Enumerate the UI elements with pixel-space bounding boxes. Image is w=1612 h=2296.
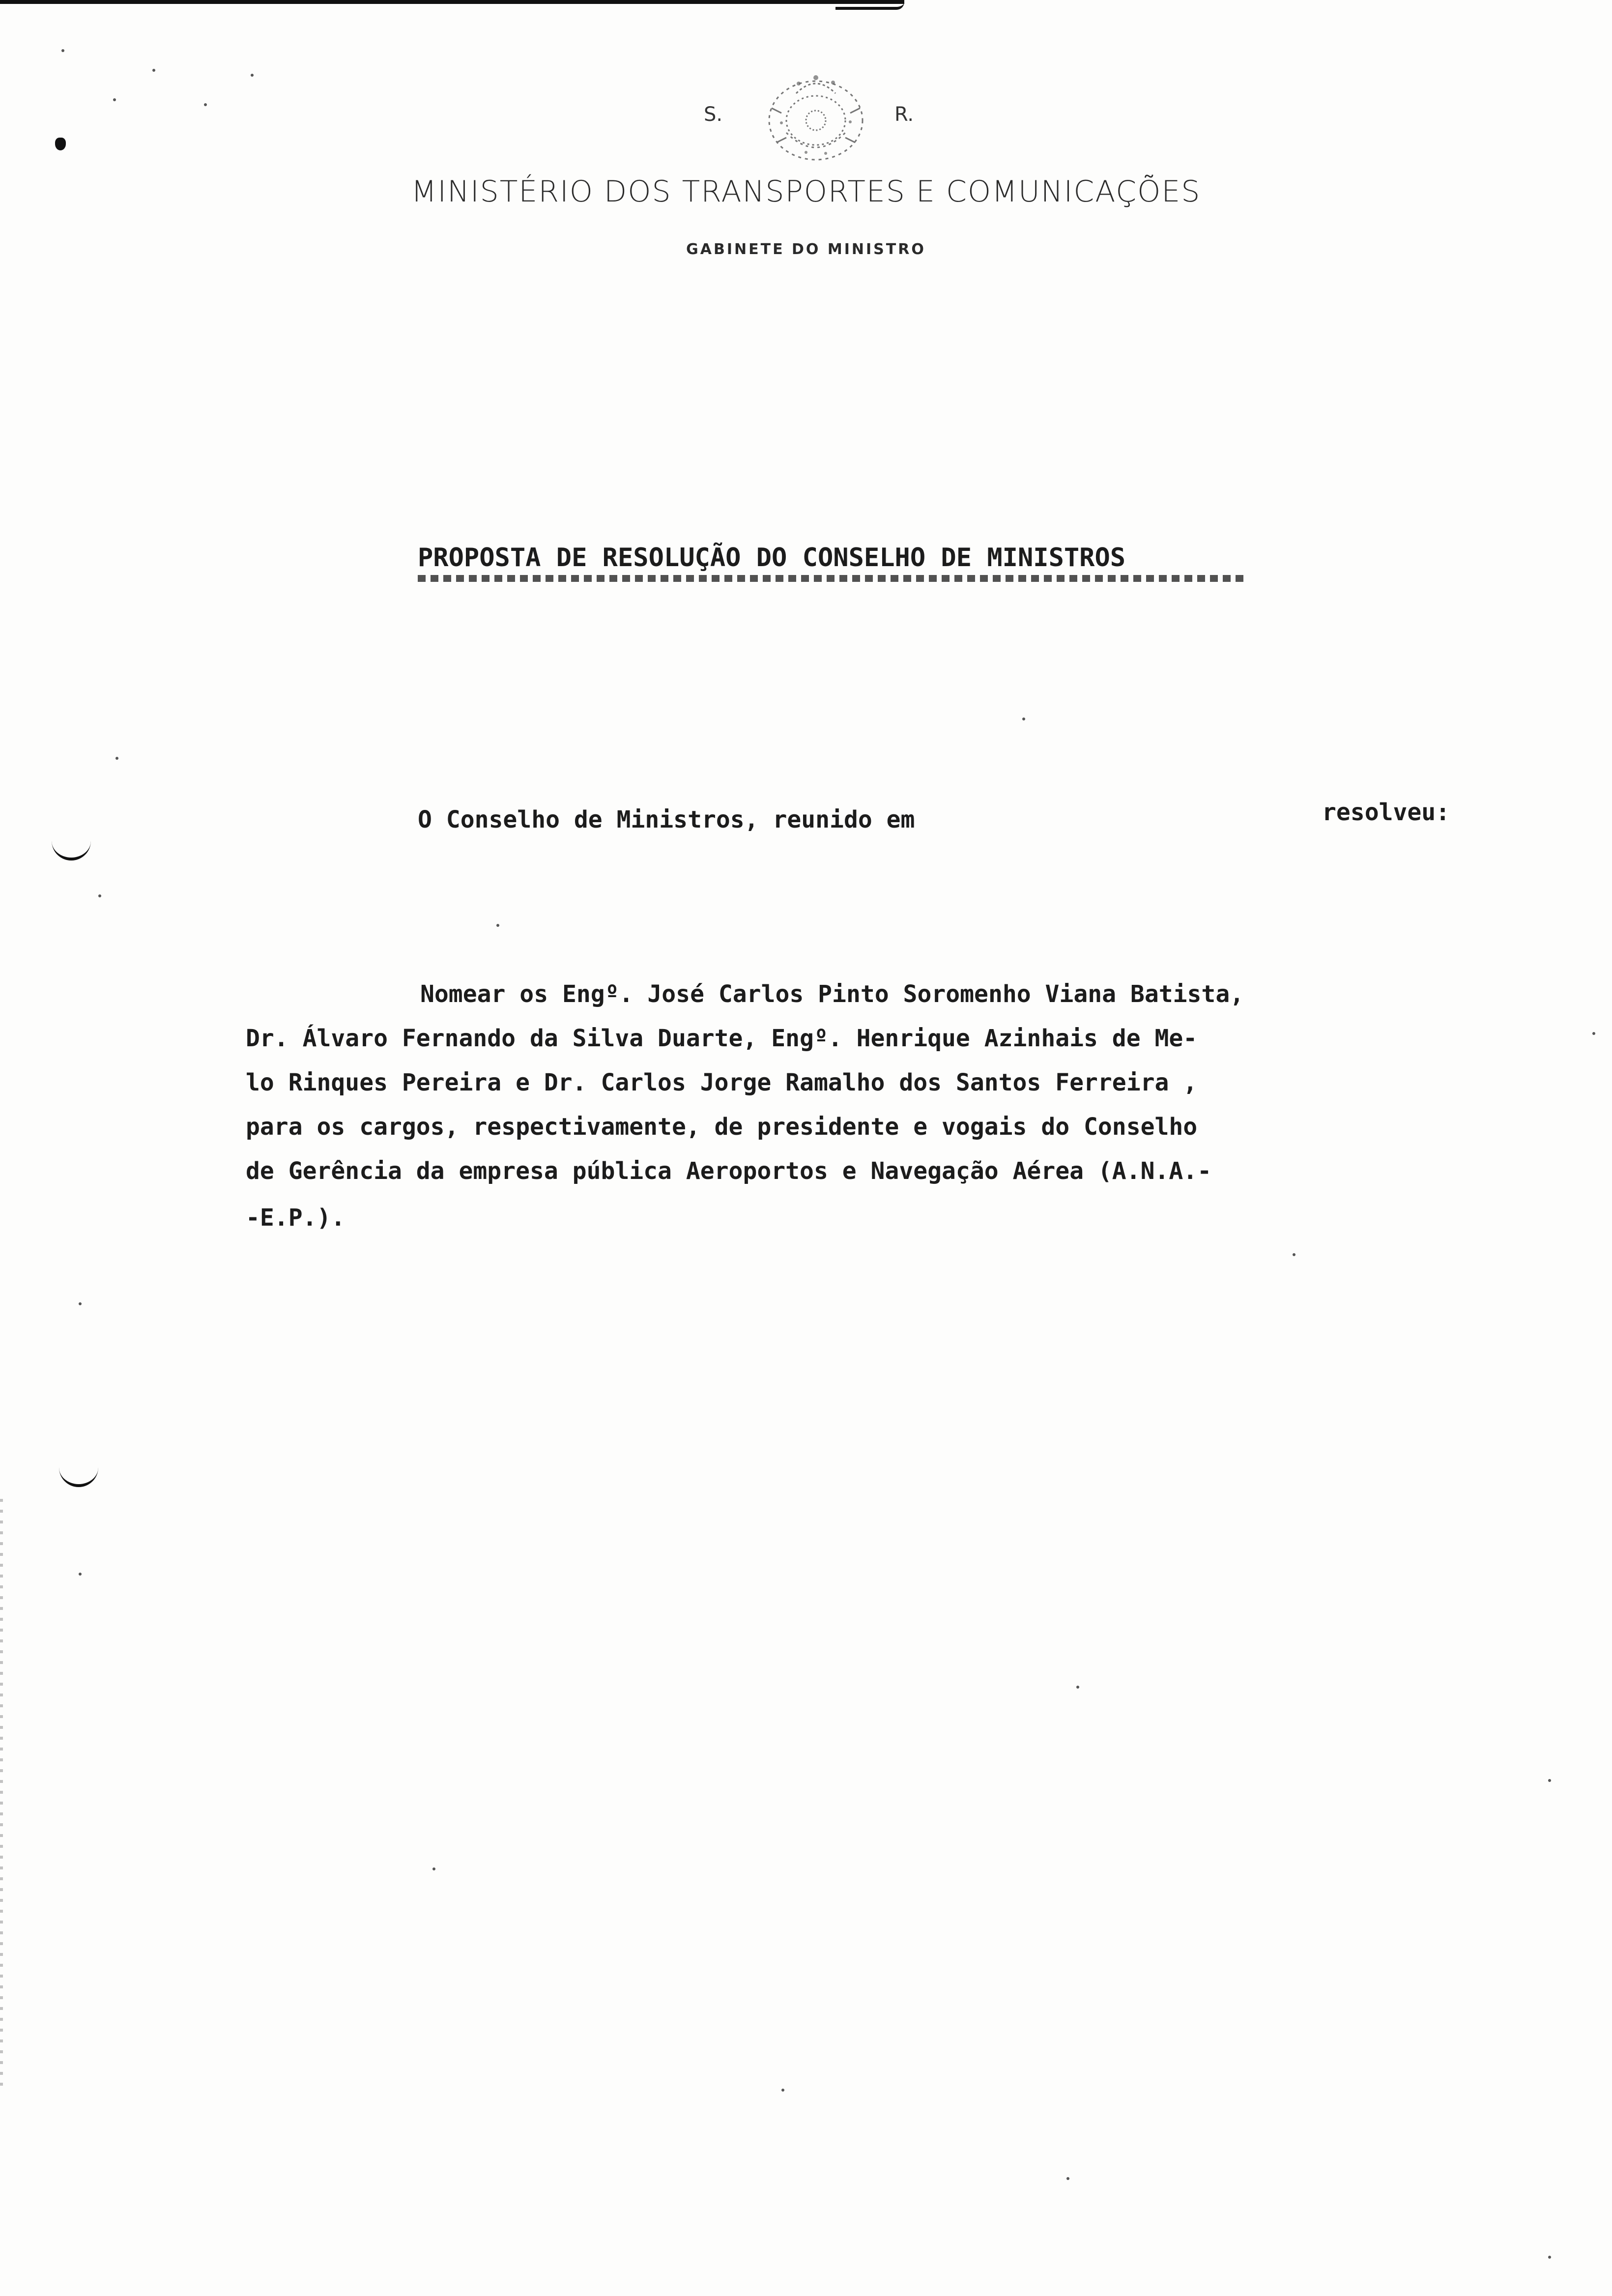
ink-speck bbox=[61, 49, 64, 52]
seal-letter-left: S. bbox=[704, 103, 723, 126]
margin-mark bbox=[52, 838, 91, 861]
body-line: de Gerência da empresa pública Aeroportos e Navegação Aérea (A.N.A.- bbox=[246, 1157, 1212, 1185]
letterhead-seal bbox=[698, 64, 934, 172]
ink-speck bbox=[1066, 2177, 1069, 2180]
ink-speck bbox=[115, 757, 118, 760]
top-rule-tail bbox=[835, 2, 904, 10]
ink-speck bbox=[1592, 1032, 1595, 1035]
seal-letter-right: R. bbox=[894, 103, 914, 126]
ink-speck bbox=[1293, 1253, 1295, 1256]
body-line: lo Rinques Pereira e Dr. Carlos Jorge Ramalho dos Santos Ferreira , bbox=[246, 1069, 1198, 1096]
left-edge-artifacts bbox=[0, 1499, 3, 2089]
ink-speck bbox=[1548, 2256, 1551, 2259]
ink-speck bbox=[496, 924, 499, 927]
ink-speck bbox=[113, 98, 116, 101]
body-line: para os cargos, respectivamente, de presidente e vogais do Conselho bbox=[246, 1113, 1198, 1141]
body-line: -E.P.). bbox=[246, 1204, 345, 1232]
ink-speck bbox=[79, 1573, 82, 1576]
cabinet-subheading: GABINETE DO MINISTRO bbox=[686, 241, 926, 258]
ink-speck bbox=[204, 103, 207, 106]
margin-mark bbox=[59, 1464, 98, 1487]
ink-speck bbox=[1022, 718, 1025, 720]
ink-speck bbox=[79, 1302, 82, 1305]
ink-speck bbox=[251, 74, 254, 77]
ministry-heading: MINISTÉRIO DOS TRANSPORTES E COMUNICAÇÕES bbox=[411, 174, 1201, 209]
ink-speck bbox=[1076, 1686, 1079, 1689]
ink-speck bbox=[432, 1867, 435, 1870]
coat-of-arms-seal-icon bbox=[752, 64, 880, 167]
document-title: PROPOSTA DE RESOLUÇÃO DO CONSELHO DE MINISTROS bbox=[418, 543, 1126, 573]
intro-end-text: resolveu: bbox=[1322, 799, 1450, 826]
title-underline bbox=[418, 575, 1243, 582]
ink-speck bbox=[98, 894, 101, 897]
body-line: Dr. Álvaro Fernando da Silva Duarte, Engº. Henrique Azinhais de Me- bbox=[246, 1025, 1198, 1052]
ink-speck bbox=[1548, 1779, 1551, 1782]
body-line: Nomear os Engº. José Carlos Pinto Soromenho Viana Batista, bbox=[420, 980, 1244, 1008]
top-rule bbox=[0, 0, 904, 4]
margin-ink-dot bbox=[55, 138, 66, 150]
ink-speck bbox=[781, 2089, 784, 2092]
intro-text: O Conselho de Ministros, reunido em bbox=[418, 806, 915, 833]
ink-speck bbox=[152, 69, 155, 72]
